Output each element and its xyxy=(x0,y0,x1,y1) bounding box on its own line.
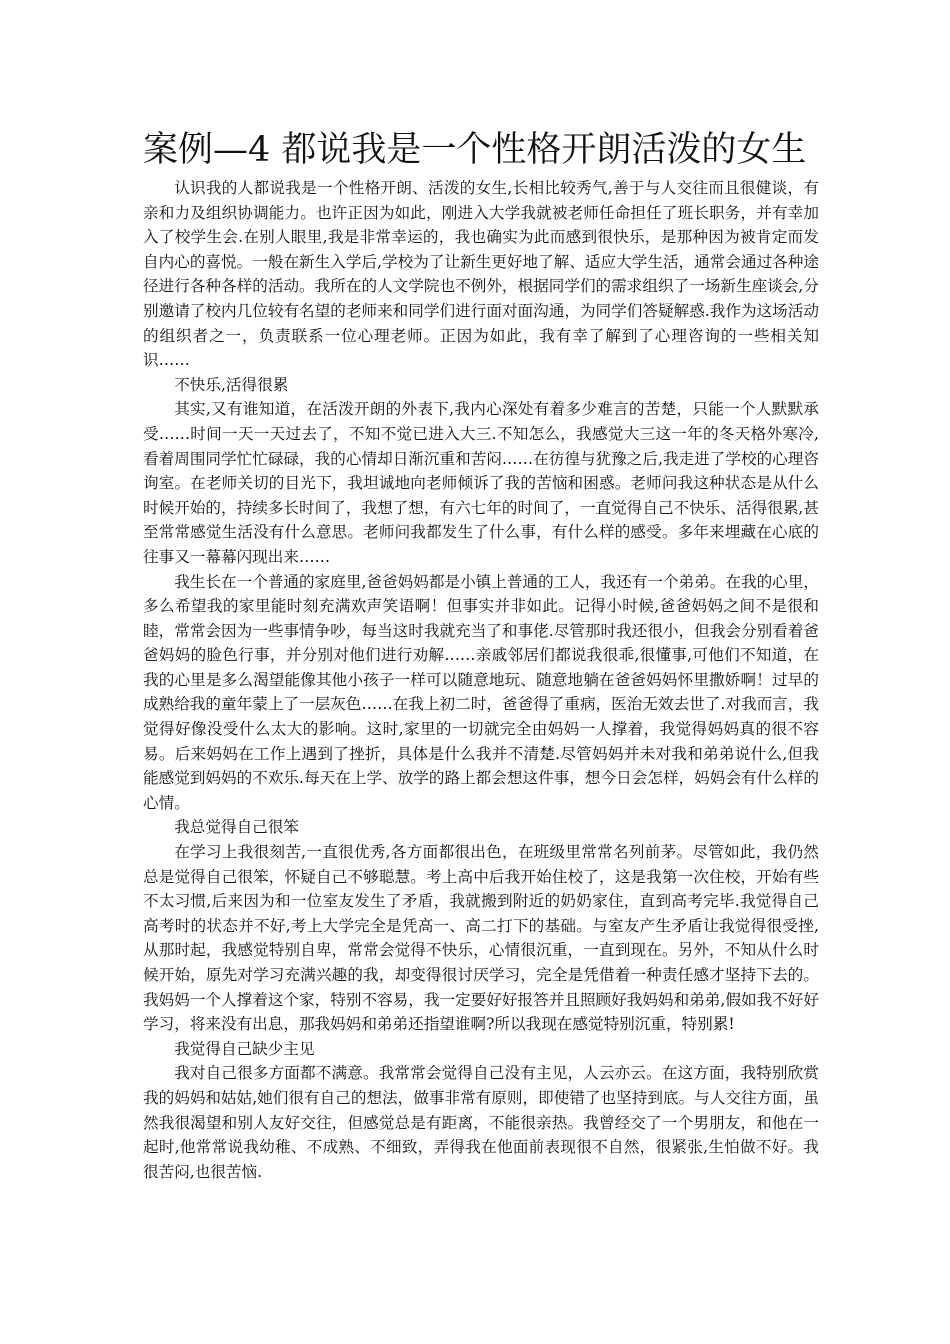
paragraph-unhappy: 其实,又有谁知道，在活泼开朗的外表下,我内心深处有着多少难言的苦楚，只能一个人默默承受……时间一天一天过去了，不知不觉已进入大三.不知怎么，我感觉大三这一年的冬天格外寒冷,看着周围同学忙忙碌碌，我的心情却日渐沉重和苦闷……在彷徨与犹豫之后,我走进了学校的心理咨询室。在老师关切的目光下，我坦诚地向老师倾诉了我的苦恼和困惑。老师问我这种状态是从什么时候开始的，持续多长时间了，我想了想，有六七年的时间了，一直觉得自己不快乐、活得很累,甚至常常感觉生活没有什么意思。老师问我都发生了什么事，有什么样的感受。多年来埋藏在心底的往事又一幕幕闪现出来…… xyxy=(143,400,819,566)
document-title: 案例—4 都说我是一个性格开朗活泼的女生 xyxy=(143,130,807,170)
paragraph-intro: 认识我的人都说我是一个性格开朗、活泼的女生,长相比较秀气,善于与人交往而且很健谈，有亲和力及组织协调能力。也许正因为如此，刚进入大学我就被老师任命担任了班长职务，并有幸加入了校学生会.在别人眼里,我是非常幸运的，我也确实为此而感到很快乐，是那种因为被肯定而发自内心的喜悦。一般在新生入学后,学校为了让新生更好地了解、适应大学生活，通常会通过各种途径进行各种各样的活动。我所在的人文学院也不例外，根据同学们的需求组织了一场新生座谈会,分别邀请了校内几位较有名望的老师来和同学们进行面对面沟通，为同学们答疑解惑.我作为这场活动的组织者之一，负责联系一位心理老师。正因为如此，我有幸了解到了心理咨询的一些相关知识…… xyxy=(143,179,819,370)
section-heading-no-opinion: 我觉得自己缺少主见 xyxy=(174,1039,315,1058)
paragraph-family: 我生长在一个普通的家庭里,爸爸妈妈都是小镇上普通的工人，我还有一个弟弟。在我的心里，多么希望我的家里能时刻充满欢声笑语啊！但事实并非如此。记得小时候,爸爸妈妈之间不是很和睦，常常会因为一些事情争吵，每当这时我就充当了和事佬.尽管那时我还很小，但我会分别看着爸爸妈妈的脸色行事，并分别对他们进行劝解……亲戚邻居们都说我很乖,很懂事,可他们不知道，在我的心里是多么渴望能像其他小孩子一样可以随意地玩、随意地躺在爸爸妈妈怀里撒娇啊！过早的成熟给我的童年蒙上了一层灰色……在我上初二时，爸爸得了重病，医治无效去世了.对我而言，我觉得好像没受什么太大的影响。这时,家里的一切就完全由妈妈一人撑着，我觉得妈妈真的很不容易。后来妈妈在工作上遇到了挫折，具体是什么我并不清楚.尽管妈妈并未对我和弟弟说什么,但我能感觉到妈妈的不欢乐.每天在上学、放学的路上都会想这件事，想今日会怎样，妈妈会有什么样的心情。 xyxy=(143,572,819,812)
paragraph-clumsy: 在学习上我很刻苦,一直很优秀,各方面都很出色，在班级里常常名列前茅。尽管如此，我仍然总是觉得自己很笨，怀疑自己不够聪慧。考上高中后我开始住校了，这是我第一次住校，开始有些不太习惯,后来因为和一位室友发生了矛盾，我就搬到附近的奶奶家住，直到高考完毕.我觉得自己高考时的状态并不好,考上大学完全是凭高一、高二打下的基础。与室友产生矛盾让我觉得很受挫,从那时起，我感觉特别自卑，常常会觉得不快乐，心情很沉重，一直到现在。另外，不知从什么时候开始，原先对学习充满兴趣的我，却变得很讨厌学习，完全是凭借着一种责任感才坚持下去的。我妈妈一个人撑着这个家，特别不容易，我一定要好好报答并且照顾好我妈妈和弟弟,假如我不好好学习，将来没有出息，那我妈妈和弟弟还指望谁啊?所以我现在感觉特别沉重，特别累! xyxy=(143,843,819,1034)
section-heading-clumsy: 我总觉得自己很笨 xyxy=(174,818,299,837)
section-heading-unhappy: 不快乐,活得很累 xyxy=(174,375,289,394)
paragraph-no-opinion: 我对自己很多方面都不满意。我常常会觉得自己没有主见，人云亦云。在这方面，我特别欣赏我的妈妈和姑姑,她们很有自己的想法，做事非常有原则，即使错了也坚持到底。与人交往方面，虽然我很渴望和别人友好交往，但感觉总是有距离，不能很亲热。我曾经交了一个男朋友，和他在一起时,他常常说我幼稚、不成熟、不细致，弄得我在他面前表现很不自然，很紧张,生怕做不好。我很苦闷,也很苦恼. xyxy=(143,1064,819,1181)
document-page xyxy=(143,126,819,1184)
